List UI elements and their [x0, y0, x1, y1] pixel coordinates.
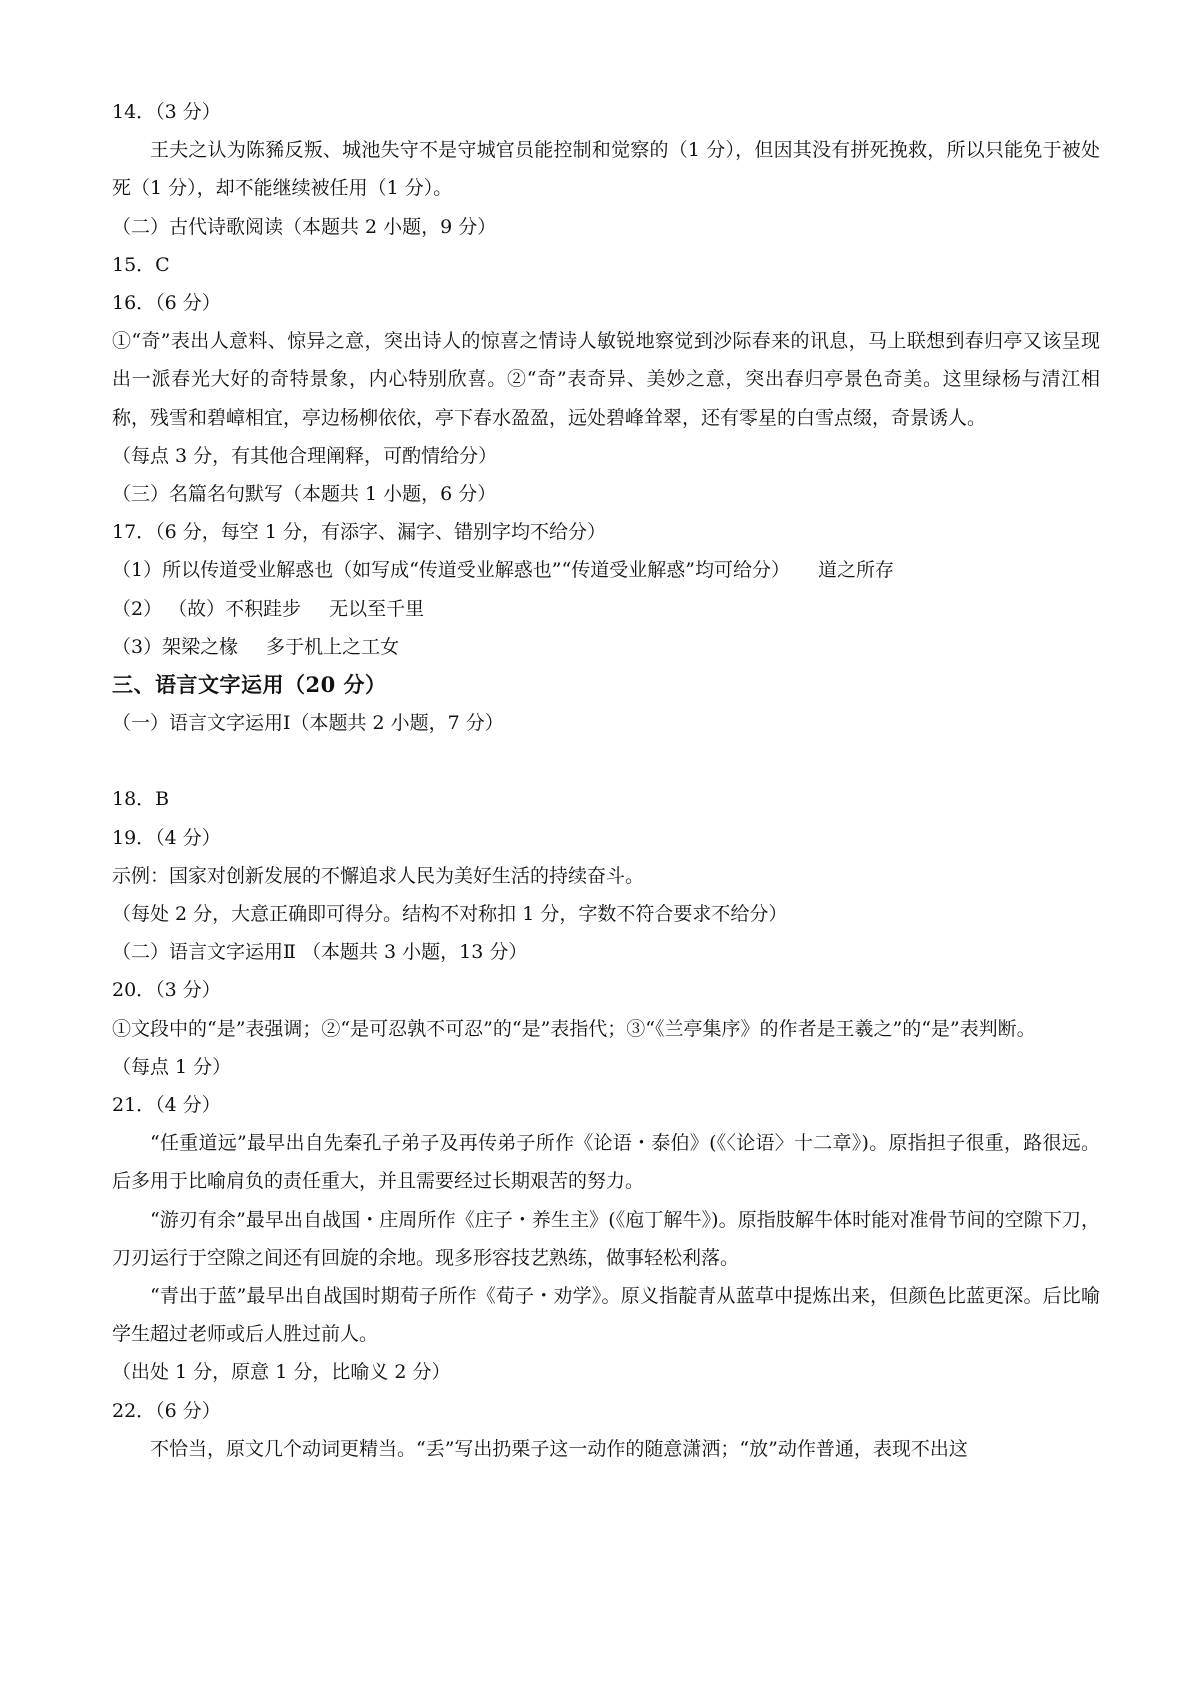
q15-answer: 15．C: [112, 253, 170, 276]
q17-line-3-blank-b: 多于机上之工女: [266, 635, 400, 658]
q17-line-1: [112, 551, 1100, 589]
q17-header: 17．（6 分，每空 1 分，有添字、漏字、错别字均不给分）: [112, 521, 606, 544]
part-three-title: 三、语言文字运用（20 分）: [112, 671, 387, 697]
q17-line-2-blank-a: （2） （故）不积跬步: [112, 597, 302, 620]
part-three-sub-one: （一）语言文字运用Ⅰ（本题共 2 小题，7 分）: [112, 712, 504, 735]
q18-answer: 18．B: [112, 788, 170, 811]
q17-line-1-blank-b: 道之所存: [817, 559, 894, 582]
q16-scoring-note: （每点 3 分，有其他合理阐释，可酌情给分）: [112, 444, 498, 467]
section-recitation-title: （三）名篇名句默写（本题共 1 小题，6 分）: [112, 482, 497, 505]
q22-header: 22．（6 分）: [112, 1399, 221, 1422]
q17-line-1-blank-a: （1）所以传道受业解惑也（如写成“传道受业解惑也”“传道受业解惑”均可给分）: [112, 559, 790, 582]
q14-answer: 王夫之认为陈豨反叛、城池失守不是守城官员能控制和觉察的（1 分），但因其没有拼死挽救，所以只能免于被处死（1 分），却不能继续被任用（1 分）。: [112, 139, 1100, 200]
q17-line-2-blank-b: 无以至千里: [329, 597, 425, 620]
q19-header: 19．（4 分）: [112, 826, 221, 849]
q16-answer: ①“奇”表出人意料、惊异之意，突出诗人的惊喜之情诗人敏锐地察觉到沙际春来的讯息，马上联想到春归亭又该呈现出一派春光大好的奇特景象，内心特别欣喜。②“奇”表奇异、美妙之意，突出春归亭景色奇美。这里绿杨与清江相称，残雪和碧嶂相宜，亭边杨柳依依，亭下春水盈盈，远处碧峰耸翠，还有零星的白雪点缀，奇景诱人。: [112, 330, 1100, 429]
q21-idiom-1: “任重道远”最早出自先秦孔子弟子及再传弟子所作《论语・泰伯》(《〈论语〉十二章》)。原指担子很重，路很远。后多用于比喻肩负的责任重大，并且需要经过长期艰苦的努力。: [112, 1132, 1100, 1193]
q20-scoring-note: （每点 1 分）: [112, 1055, 232, 1078]
part-three-sub-two: （二）语言文字运用Ⅱ （本题共 3 小题，13 分）: [112, 941, 528, 964]
q17-line-3: [112, 628, 1100, 666]
q20-answer: ①文段中的“是”表强调；②“是可忍孰不可忍”的“是”表指代；③“《兰亭集序》的作者是王羲之”的“是”表判断。: [112, 1017, 1036, 1040]
section-poetry-title: （二）古代诗歌阅读（本题共 2 小题，9 分）: [112, 215, 497, 238]
q16-header: 16．（6 分）: [112, 291, 221, 314]
q21-scoring-note: （出处 1 分，原意 1 分，比喻义 2 分）: [112, 1361, 451, 1384]
q20-header: 20．（3 分）: [112, 979, 221, 1002]
q22-answer: 不恰当，原文几个动词更精当。“丢”写出扔栗子这一动作的随意潇洒；“放”动作普通，表现不出这: [150, 1437, 968, 1460]
q21-idiom-2: “游刃有余”最早出自战国・庄周所作《庄子・养生主》(《庖丁解牛》)。原指肢解牛体时能对准骨节间的空隙下刀，刀刃运行于空隙之间还有回旋的余地。现多形容技艺熟练，做事轻松利落。: [112, 1208, 1100, 1269]
blank-spacer: [112, 742, 1100, 780]
answer-key-page: [112, 93, 1100, 1468]
q17-line-2: [112, 590, 1100, 628]
q19-answer: 示例：国家对创新发展的不懈追求人民为美好生活的持续奋斗。: [112, 864, 645, 887]
q17-line-3-blank-a: （3）架梁之椽: [112, 635, 239, 658]
q14-header: 14．（3 分）: [112, 101, 221, 123]
q19-scoring-note: （每处 2 分，大意正确即可得分。结构不对称扣 1 分，字数不符合要求不给分）: [112, 903, 788, 926]
q21-header: 21．（4 分）: [112, 1093, 221, 1116]
q21-idiom-3: “青出于蓝”最早出自战国时期荀子所作《荀子・劝学》。原义指靛青从蓝草中提炼出来，但颜色比蓝更深。后比喻学生超过老师或后人胜过前人。: [112, 1284, 1100, 1346]
